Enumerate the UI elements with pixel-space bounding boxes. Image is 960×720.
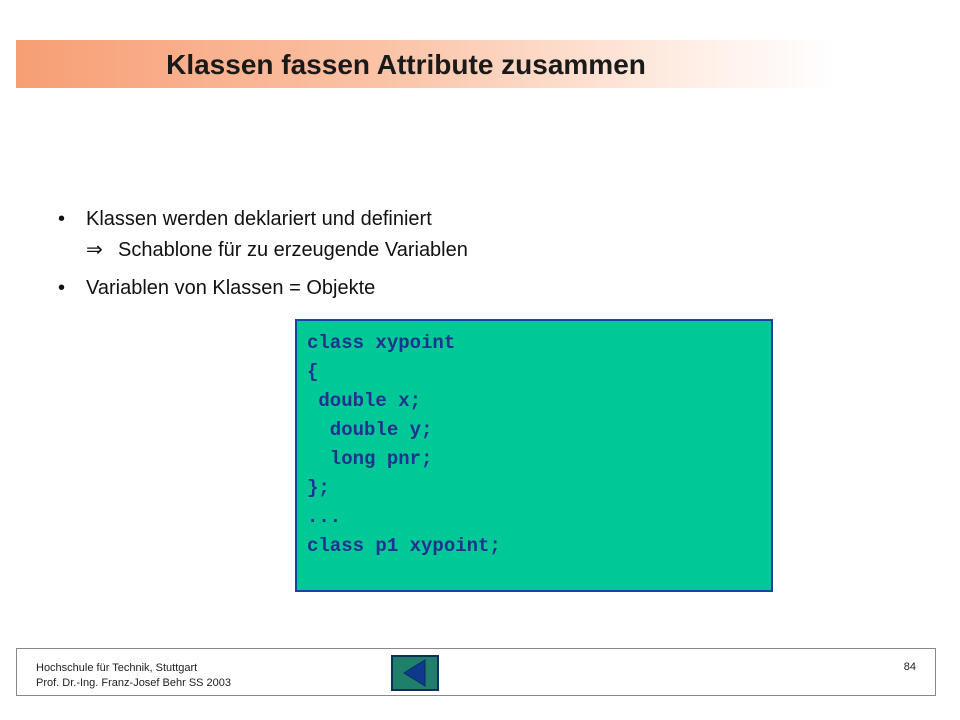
bullet-subline-text: Schablone für zu erzeugende Variablen	[118, 239, 468, 261]
bullet-list	[58, 204, 858, 311]
bullet-text: Klassen werden deklariert und definiert	[86, 208, 432, 230]
code-line: double y;	[307, 419, 433, 441]
slide-footer	[16, 648, 936, 696]
slide-title: Klassen fassen Attribute zusammen	[166, 49, 646, 80]
bullet-item	[58, 204, 858, 265]
previous-slide-button[interactable]	[391, 655, 439, 691]
code-line: long pnr;	[307, 448, 433, 470]
code-line: ...	[307, 506, 342, 528]
code-line: };	[307, 477, 330, 499]
bullet-subline	[86, 234, 858, 265]
bullet-dot-icon: •	[58, 277, 66, 299]
code-line: class p1 xypoint;	[307, 535, 501, 557]
bullet-dot-icon: •	[58, 208, 66, 230]
code-line: {	[307, 361, 319, 383]
code-line: double x;	[307, 390, 422, 412]
code-line: class xypoint	[307, 332, 456, 354]
footer-author: Prof. Dr.-Ing. Franz-Josef Behr SS 2003	[36, 677, 232, 689]
previous-slide-arrow-icon	[393, 657, 437, 689]
code-listing	[295, 319, 773, 592]
bullet-item	[58, 273, 858, 303]
bullet-text: Variablen von Klassen = Objekte	[86, 277, 376, 299]
page-number: 84	[903, 661, 916, 673]
footer-institution: Hochschule für Technik, Stuttgart	[36, 662, 198, 674]
implies-arrow-icon: ⇒	[86, 237, 103, 261]
footer-author-info	[36, 661, 231, 691]
